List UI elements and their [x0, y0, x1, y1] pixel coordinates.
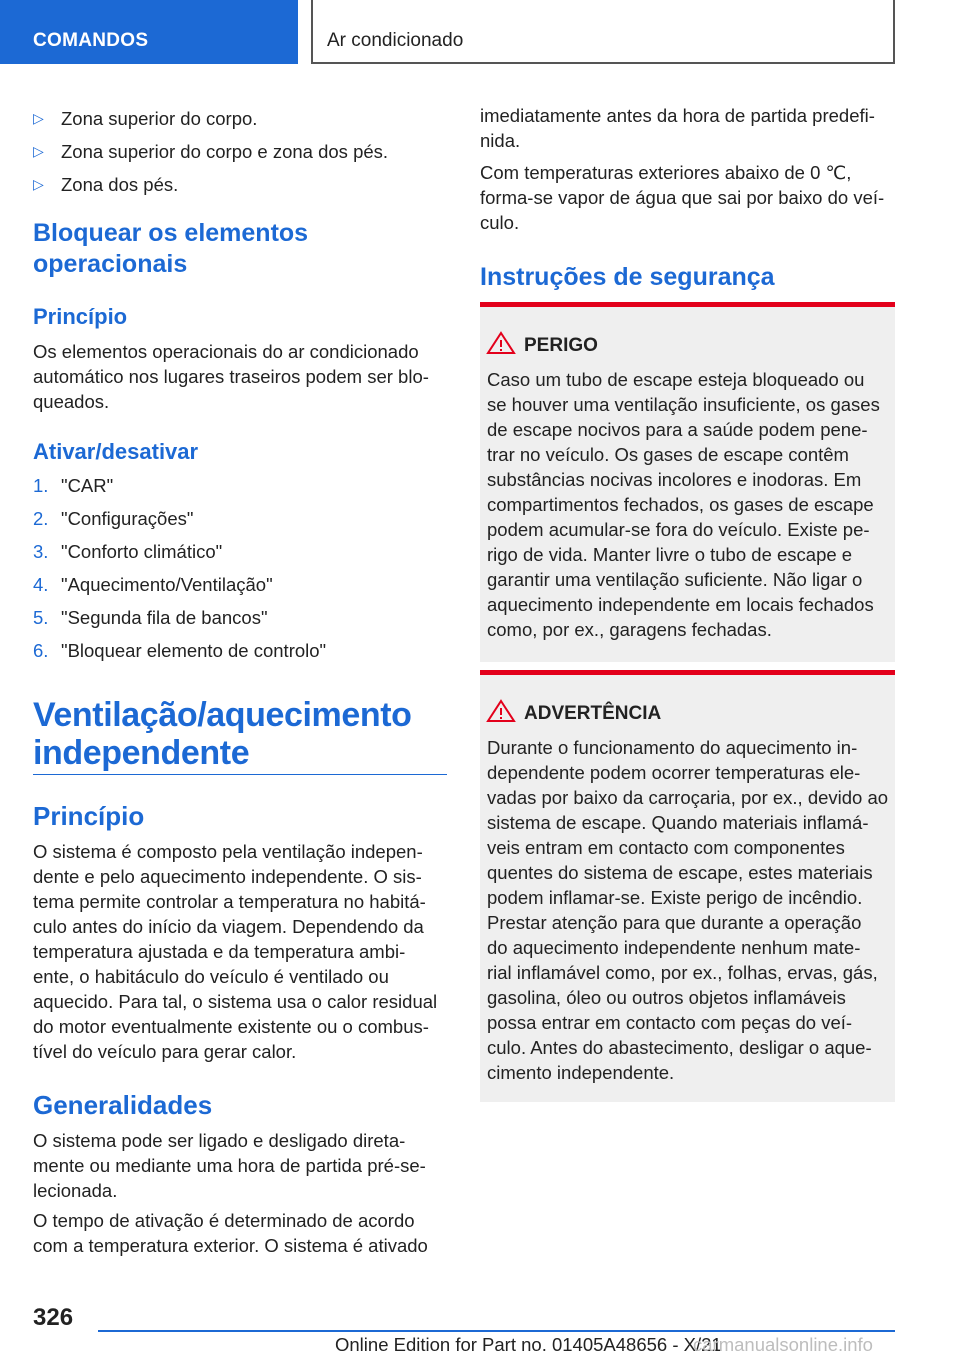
- heading-underline: [33, 774, 447, 775]
- chapter-header: [311, 0, 895, 64]
- danger-text: Caso um tubo de escape esteja bloqueado ou se houver uma ventilação insuficiente, os gases de escape nocivos para a saúde podem pene- trar no veículo. Os gases de escape contêm substâncias nocivas incolores e inodoras. Em compartimentos fechados, os gases de escape podem acumular-se fora do veículo. Existe pe- rigo de vida. Manter livre o tubo de escape e garantir uma ventilação suficiente. Não ligar o aquecimento independente em locais fechados como, por ex., garagens fechadas.: [487, 369, 880, 640]
- paragraph-principle-1: Os elementos operacionais do ar condicionado automático nos lugares traseiros podem ser blo- queados.: [33, 341, 429, 412]
- section-tab: [0, 0, 298, 64]
- heading-ventilation-heating: Ventilação/aquecimento independente: [33, 696, 412, 772]
- danger-title: PERIGO: [524, 335, 598, 356]
- triangle-bullet-icon: ▷: [33, 176, 44, 192]
- triangle-bullet-icon: ▷: [33, 110, 44, 126]
- chapter-title: Ar condicionado: [327, 30, 464, 51]
- heading-safety: Instruções de segurança: [480, 263, 775, 291]
- footer-rule: [98, 1330, 895, 1332]
- paragraph-general-1: O sistema pode ser ligado e desligado direta- mente ou mediante uma hora de partida pré-se- lecionada.: [33, 1130, 426, 1201]
- footer-watermark: carmanualsonline.info: [693, 1334, 873, 1355]
- footer-edition: Online Edition for Part no. 01405A48656 - X/21: [335, 1334, 722, 1355]
- paragraph-vapor: Com temperaturas exteriores abaixo de 0 ℃, forma-se vapor de água que sai por baixo do veí- culo.: [480, 162, 885, 233]
- section-title: COMANDOS: [33, 30, 149, 51]
- paragraph-principle-2: O sistema é composto pela ventilação indepen- dente e pelo aquecimento independente. O sis- tema permite controlar a temperatura no habitá- culo antes do início da viagem. Dependendo da temperatura ajustada e da temperatura ambi- ente, o habitáculo do veículo é ventilado ou aquecido. Para tal, o sistema usa o calor residual do motor eventualmente existente ou o combus- tível do veículo para gerar calor.: [33, 841, 438, 1062]
- page-number: 326: [33, 1304, 74, 1331]
- warning-text: Durante o funcionamento do aquecimento in- dependente podem ocorrer temperaturas ele- vadas por baixo da carroçaria, por ex., devido ao sistema de escape. Quando materiais inflamá- veis entram em contacto com componentes quentes do sistema de escape, estes materiais podem inflamar-se. Existe perigo de incêndio. Prestar atenção para que durante a operação do aquecimento independente nenhum mate- rial inflamável como, por ex., folhas, ervas, gás, gasolina, óleo ou outros objetos inflamáveis possa entrar em contacto com peças do veí- culo. Antes do abastecimento, desligar o aque- cimento independente.: [487, 737, 889, 1083]
- heading-lock-controls: Bloquear os elementos operacionais: [33, 219, 309, 278]
- heading-activate: Ativar/desativar: [33, 439, 199, 464]
- warning-title: ADVERTÊNCIA: [524, 703, 662, 724]
- paragraph-continued: imediatamente antes da hora de partida predefi- nida.: [480, 105, 875, 151]
- danger-box: [480, 302, 895, 662]
- warning-triangle-icon: [486, 699, 516, 723]
- heading-principle-2: Princípio: [33, 801, 145, 831]
- heading-principle-1: Princípio: [33, 304, 128, 329]
- warning-box: [480, 670, 895, 1102]
- triangle-bullet-icon: ▷: [33, 143, 44, 159]
- paragraph-general-2: O tempo de ativação é determinado de acordo com a temperatura exterior. O sistema é ativado: [33, 1210, 428, 1256]
- warning-triangle-icon: [486, 331, 516, 355]
- heading-general: Generalidades: [33, 1090, 213, 1120]
